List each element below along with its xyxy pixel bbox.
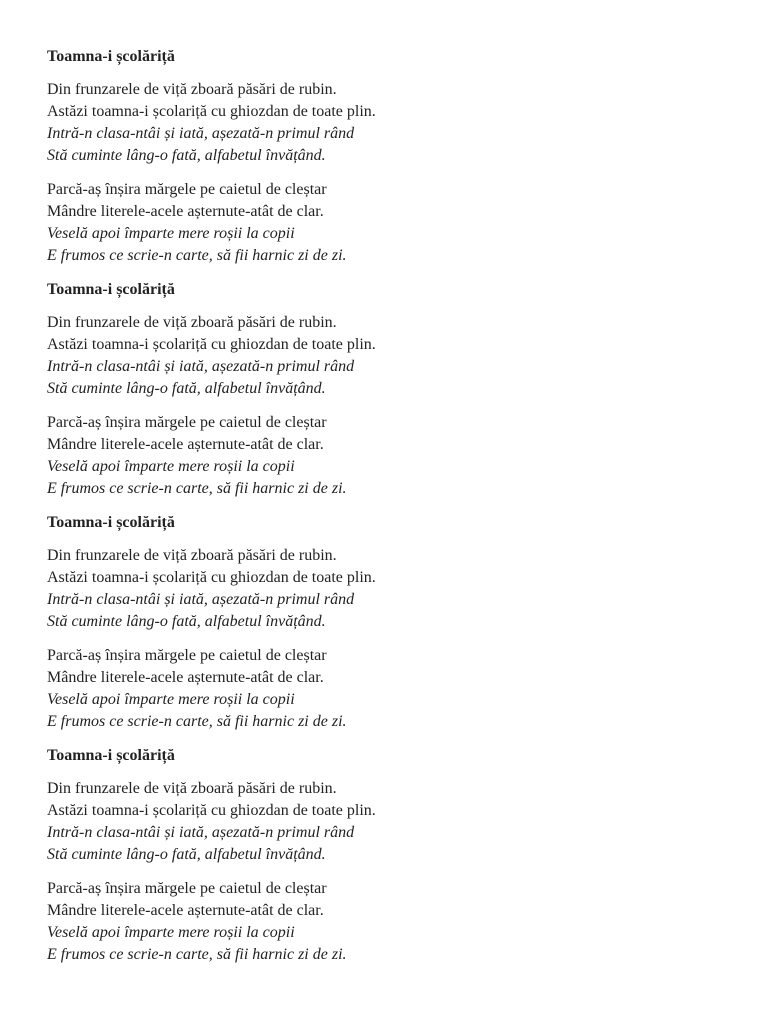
- verse-line: Astăzi toamna-i școlariță cu ghiozdan de toate plin.: [47, 103, 376, 120]
- stanza: [47, 79, 737, 167]
- stanza: [47, 312, 737, 400]
- verse-line: Din frunzarele de viță zboară păsări de rubin.: [47, 780, 337, 797]
- verse-line-italic: E frumos ce scrie-n carte, să fii harnic zi de zi.: [47, 713, 347, 730]
- verse-line-italic: Stă cuminte lâng-o fată, alfabetul învățând.: [47, 613, 326, 630]
- document-page: [47, 46, 737, 966]
- verse-line: Parcă-aș înșira mărgele pe caietul de cleștar: [47, 647, 327, 664]
- verse-line: Astăzi toamna-i școlariță cu ghiozdan de toate plin.: [47, 802, 376, 819]
- verse-line-italic: Stă cuminte lâng-o fată, alfabetul învățând.: [47, 147, 326, 164]
- stanza: [47, 778, 737, 866]
- poem-title: Toamna-i școlăriță: [47, 747, 175, 764]
- verse-line-italic: Intră-n clasa-ntâi și iată, așezată-n primul rând: [47, 125, 355, 142]
- stanza: [47, 645, 737, 733]
- verse-line-italic: Veselă apoi împarte mere roșii la copii: [47, 225, 295, 242]
- verse-line-italic: Intră-n clasa-ntâi și iată, așezată-n primul rând: [47, 824, 355, 841]
- verse-line-italic: Stă cuminte lâng-o fată, alfabetul învățând.: [47, 380, 326, 397]
- verse-line-italic: Veselă apoi împarte mere roșii la copii: [47, 691, 295, 708]
- poem-title: Toamna-i școlăriță: [47, 514, 175, 531]
- verse-line: Mândre literele-acele așternute-atât de clar.: [47, 436, 324, 453]
- poem-title: Toamna-i școlăriță: [47, 48, 175, 65]
- verse-line: Astăzi toamna-i școlariță cu ghiozdan de toate plin.: [47, 336, 376, 353]
- verse-line: Mândre literele-acele așternute-atât de clar.: [47, 203, 324, 220]
- verse-line: Astăzi toamna-i școlariță cu ghiozdan de toate plin.: [47, 569, 376, 586]
- verse-line-italic: Intră-n clasa-ntâi și iată, așezată-n primul rând: [47, 591, 355, 608]
- verse-line: Mândre literele-acele așternute-atât de clar.: [47, 902, 324, 919]
- verse-line-italic: E frumos ce scrie-n carte, să fii harnic zi de zi.: [47, 946, 347, 963]
- verse-line: Mândre literele-acele așternute-atât de clar.: [47, 669, 324, 686]
- verse-line: Din frunzarele de viță zboară păsări de rubin.: [47, 81, 337, 98]
- verse-line: Parcă-aș înșira mărgele pe caietul de cleștar: [47, 181, 327, 198]
- verse-line-italic: Stă cuminte lâng-o fată, alfabetul învățând.: [47, 846, 326, 863]
- stanza: [47, 412, 737, 500]
- verse-line: Parcă-aș înșira mărgele pe caietul de cleștar: [47, 880, 327, 897]
- verse-line: Din frunzarele de viță zboară păsări de rubin.: [47, 314, 337, 331]
- verse-line-italic: E frumos ce scrie-n carte, să fii harnic zi de zi.: [47, 247, 347, 264]
- poem-block: [47, 512, 737, 733]
- verse-line: Parcă-aș înșira mărgele pe caietul de cleștar: [47, 414, 327, 431]
- verse-line-italic: Veselă apoi împarte mere roșii la copii: [47, 458, 295, 475]
- stanza: [47, 878, 737, 966]
- verse-line-italic: Veselă apoi împarte mere roșii la copii: [47, 924, 295, 941]
- stanza: [47, 545, 737, 633]
- poem-block: [47, 279, 737, 500]
- verse-line-italic: Intră-n clasa-ntâi și iată, așezată-n primul rând: [47, 358, 355, 375]
- poem-block: [47, 745, 737, 966]
- verse-line-italic: E frumos ce scrie-n carte, să fii harnic zi de zi.: [47, 480, 347, 497]
- poem-title: Toamna-i școlăriță: [47, 281, 175, 298]
- poem-block: [47, 46, 737, 267]
- verse-line: Din frunzarele de viță zboară păsări de rubin.: [47, 547, 337, 564]
- stanza: [47, 179, 737, 267]
